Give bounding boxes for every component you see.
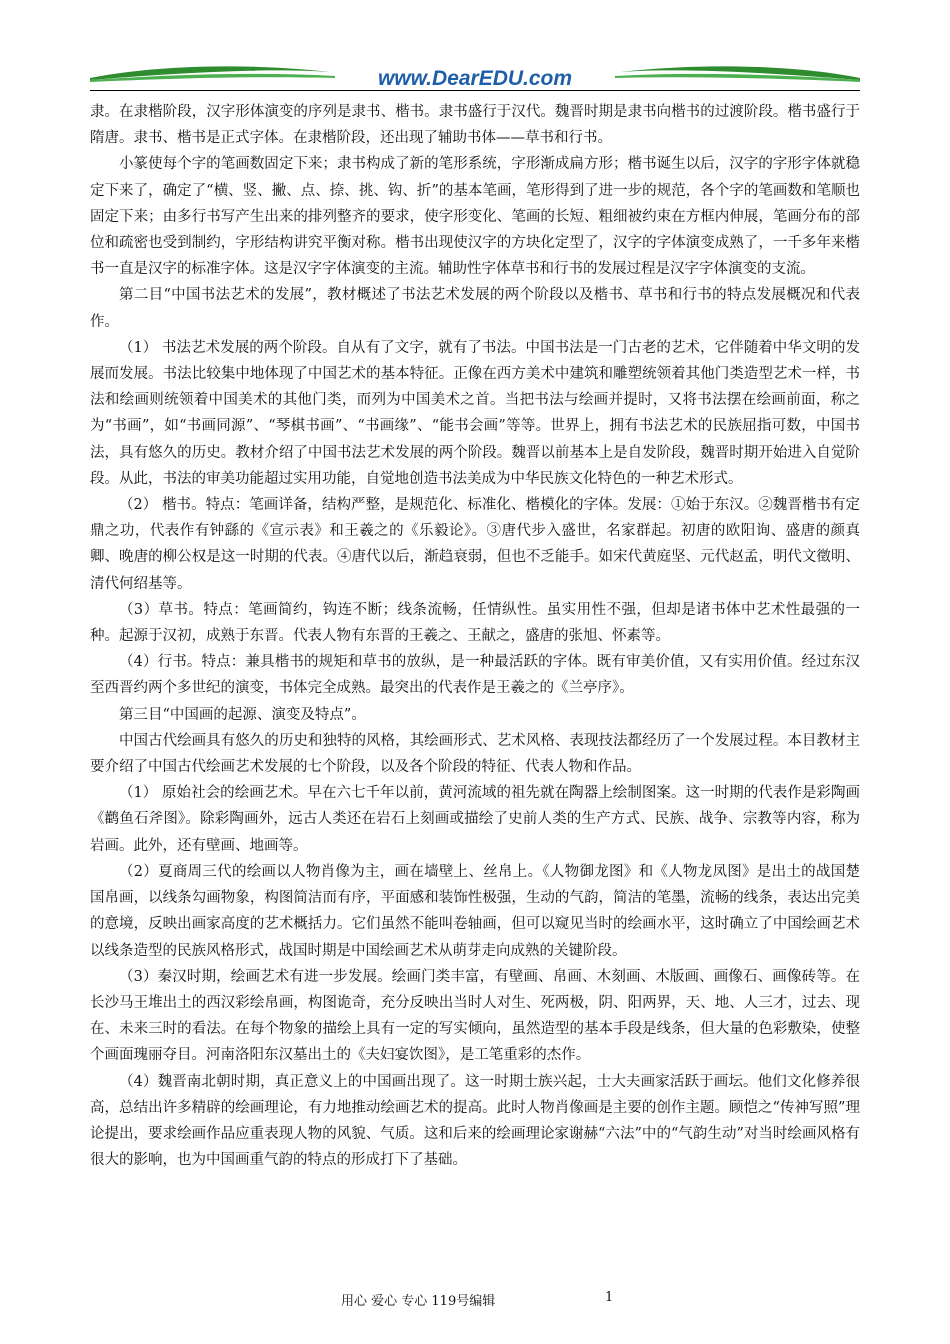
paragraph: （2） 楷书。特点：笔画详备，结构严整，是规范化、标准化、楷模化的字体。发展：①始于东汉。②魏晋楷书有定鼎之功，代表作有钟繇的《宣示表》和王羲之的《乐毅论》。③唐代步入盛世，名家群起。初唐的欧阳询、盛唐的颜真卿、晚唐的柳公权是这一时期的代表。④唐代以后，渐趋衰弱，但也不乏能手。如宋代黄庭坚、元代赵孟，明代文徵明、清代何绍基等。 bbox=[90, 497, 860, 592]
paragraph: （1） 书法艺术发展的两个阶段。自从有了文字，就有了书法。中国书法是一门古老的艺术，它伴随着中华文明的发展而发展。书法比较集中地体现了中国艺术的基本特征。正像在西方美术中建筑和雕塑统领着其他门类造型艺术一样，书法和绘画则统领着中国美术的其他门类，而列为中国美术之首。当把书法与绘画并提时，又将书法摆在绘画前面，称之为“书画”，如“书画同源”、“琴棋书画”、“书画缘”、“能书会画”等等。世界上，拥有书法艺术的民族屈指可数，中国书法，具有悠久的历史。教材介绍了中国书法艺术发展的两个阶段。魏晋以前基本上是自发阶段，魏晋时期开始进入自觉阶段。从此，书法的审美功能超过实用功能，自觉地创造书法美成为中华民族文化特色的一种艺术形式。 bbox=[90, 339, 860, 487]
header-rule bbox=[90, 90, 860, 91]
site-header-banner bbox=[90, 58, 860, 98]
footer-credit: 用心 爱心 专心 119号编辑 bbox=[341, 1294, 496, 1309]
paragraph: （3）秦汉时期，绘画艺术有进一步发展。绘画门类丰富，有壁画、帛画、木刻画、木版画、画像石、画像砖等。在长沙马王堆出土的西汉彩绘帛画，构图诡奇，充分反映出当时人对生、死两极，阴、阳两界，天、地、人三才，过去、现在、未来三时的看法。在每个物象的描绘上具有一定的写实倾向，虽然造型的基本手段是线条，但大量的色彩敷染，使整个画面瑰丽夺目。河南洛阳东汉墓出土的《夫妇宴饮图》，是工笔重彩的杰作。 bbox=[90, 968, 860, 1064]
paragraph: （4）行书。特点：兼具楷书的规矩和草书的放纵，是一种最活跃的字体。既有审美价值，又有实用价值。经过东汉至西晋约两个多世纪的演变，书体完全成熟。最突出的代表作是王羲之的《兰亭序》。 bbox=[90, 654, 860, 697]
document-body bbox=[90, 99, 860, 1173]
paragraph: （2）夏商周三代的绘画以人物肖像为主，画在墙壁上、丝帛上。《人物御龙图》和《人物龙凤图》是出土的战国楚国帛画，以线条勾画物象，构图简洁而有序，平面感和装饰性极强，生动的气韵，简洁的笔墨，流畅的线条，表达出完美的意境，反映出画家高度的艺术概括力。它们虽然不能叫卷轴画，但可以窥见当时的绘画水平，这时确立了中国绘画艺术以线条造型的民族风格形式，战国时期是中国绘画艺术从萌芽走向成熟的关键阶段。 bbox=[90, 863, 860, 959]
paragraph: （4）魏晋南北朝时期，真正意义上的中国画出现了。这一时期士族兴起，士大夫画家活跃于画坛。他们文化修养很高，总结出许多精辟的绘画理论，有力地推动绘画艺术的提高。此时人物肖像画是主要的创作主题。顾恺之“传神写照”理论提出，要求绘画作品应重表现人物的风貌、气质。这和后来的绘画理论家谢赫“六法”中的“气韵生动”对当时绘画风格有很大的影响，也为中国画重气韵的特点的形成打下了基础。 bbox=[90, 1073, 860, 1169]
header-logo bbox=[90, 58, 860, 98]
paragraph: （3）草书。特点：笔画简约，钩连不断；线条流畅，任情纵性。虽实用性不强，但却是诸书体中艺术性最强的一种。起源于汉初，成熟于东晋。代表人物有东晋的王羲之、王献之，盛唐的张旭、怀素等。 bbox=[90, 601, 860, 645]
paragraph: （1） 原始社会的绘画艺术。早在六七千年以前，黄河流域的祖先就在陶器上绘制图案。这一时期的代表作是彩陶画《鹳鱼石斧图》。除彩陶画外，远古人类还在岩石上刻画或描绘了史前人类的生产方式、民族、战争、宗教等内容，称为岩画。此外，还有壁画、地画等。 bbox=[90, 785, 860, 854]
page-number: 1 bbox=[605, 1290, 614, 1305]
paragraph: 小篆使每个字的笔画数固定下来；隶书构成了新的笔形系统，字形渐成扁方形；楷书诞生以后，汉字的字形字体就稳定下来了，确定了“横、竖、撇、点、捺、挑、钩、折”的基本笔画，笔形得到了进一步的规范，各个字的笔画数和笔顺也固定下来；由多行书写产生出来的排列整齐的要求，使字形变化、笔画的长短、粗细被约束在方框内伸展，笔画分布的部位和疏密也受到制约，字形结构讲究平衡对称。楷书出现使汉字的方块化定型了，汉字的字体演变成熟了，一千多年来楷书一直是汉字的标准字体。这是汉字字体演变的主流。辅助性字体草书和行书的发展过程是汉字字体演变的支流。 bbox=[90, 156, 860, 278]
section-heading: 第三目“中国画的起源、演变及特点”。 bbox=[119, 706, 366, 723]
paragraph: 隶。在隶楷阶段，汉字形体演变的序列是隶书、楷书。隶书盛行于汉代。魏晋时期是隶书向楷书的过渡阶段。楷书盛行于隋唐。隶书、楷书是正式字体。在隶楷阶段，还出现了辅助书体——草书和行书。 bbox=[90, 104, 860, 147]
site-logo-text: www.DearEDU.com bbox=[377, 67, 573, 90]
paragraph: 第二目“中国书法艺术的发展”，教材概述了书法艺术发展的两个阶段以及楷书、草书和行书的特点发展概况和代表作。 bbox=[90, 287, 860, 330]
page-footer bbox=[0, 1290, 950, 1312]
paragraph: 中国古代绘画具有悠久的历史和独特的风格，其绘画形式、艺术风格、表现技法都经历了一个发展过程。本目教材主要介绍了中国古代绘画艺术发展的七个阶段，以及各个阶段的特征、代表人物和作品。 bbox=[90, 732, 860, 776]
